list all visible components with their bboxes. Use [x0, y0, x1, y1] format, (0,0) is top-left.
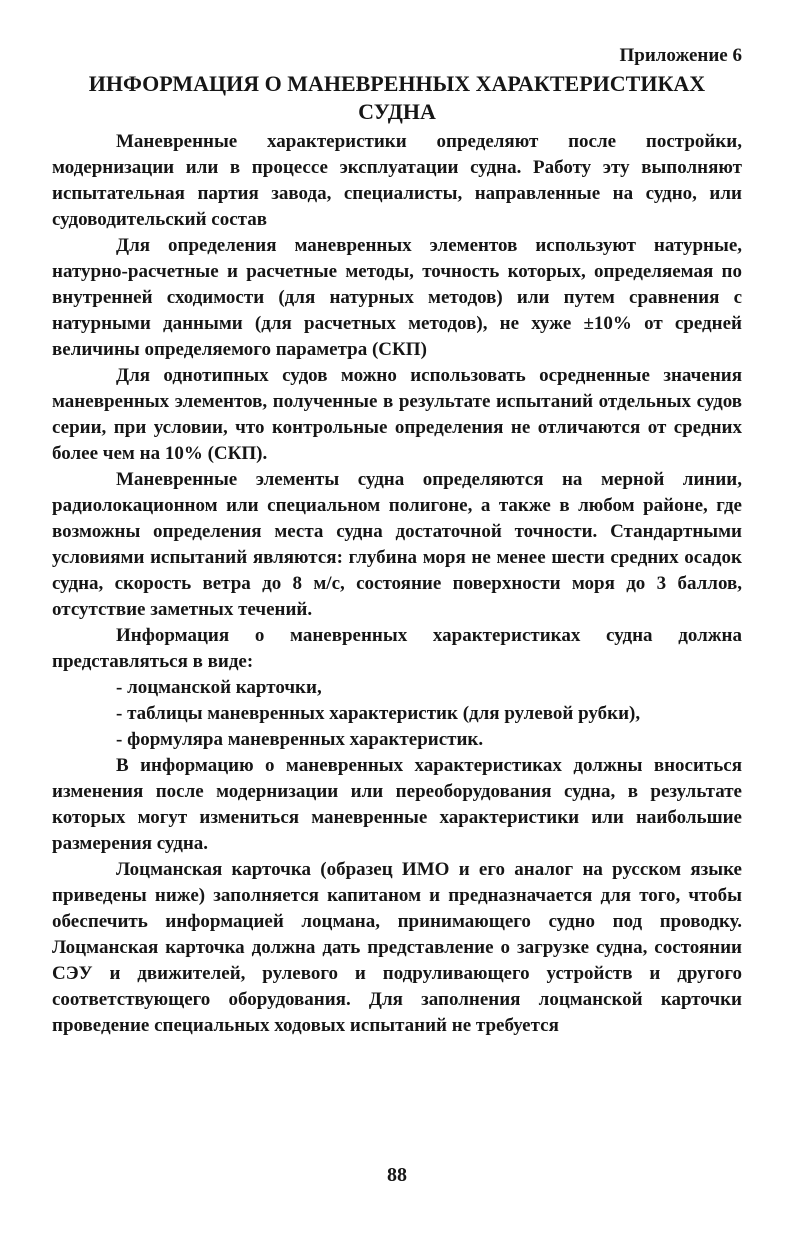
list-item: - лоцманской карточки,: [116, 677, 322, 698]
list-item: - таблицы маневренных характеристик (для рулевой рубки),: [116, 703, 641, 724]
appendix-label: Приложение 6: [619, 45, 742, 66]
paragraph: Маневренные характеристики определяют после постройки, модернизации или в процессе эксплуатации судна. Работу эту выполняют испытательная партия завода, специалисты, направленные на судно, или судоводительский состав: [52, 131, 742, 230]
info-form-list: [52, 675, 742, 753]
paragraph: Маневренные элементы судна определяются на мерной линии, радиолокационном или специальном полигоне, а также в любом районе, где возможны определения места судна достаточной точности. Стандартными условиями испытаний являются: глубина моря не менее шести средних осадок судна, скорость ветра до 8 м/с, состояние поверхности моря до 3 баллов, отсутствие заметных течений.: [52, 469, 742, 620]
document-page: [52, 42, 742, 1222]
title-line-2: СУДНА: [358, 99, 436, 124]
paragraph: В информацию о маневренных характеристиках должны вноситься изменения после модернизации или переоборудования судна, в результате которых могут измениться маневренные характеристики или наибольшие размерения судна.: [52, 755, 742, 854]
page-number: 88: [387, 1164, 407, 1186]
title-line-1: ИНФОРМАЦИЯ О МАНЕВРЕННЫХ ХАРАКТЕРИСТИКАХ: [88, 71, 706, 96]
paragraph: Для однотипных судов можно использовать осредненные значения маневренных элементов, полученные в результате испытаний отдельных судов серии, при условии, что контрольные определения не отличаются от средних более чем на 10% (СКП).: [52, 365, 742, 464]
page-title: [52, 70, 742, 126]
list-item: - формуляра маневренных характеристик.: [116, 729, 484, 750]
paragraph: Лоцманская карточка (образец ИМО и его аналог на русском языке приведены ниже) заполняется капитаном и предназначается для того, чтобы обеспечить информацией лоцмана, принимающего судно под проводку. Лоцманская карточка должна дать представление о загрузке судна, состоянии СЭУ и движителей, рулевого и подруливающего устройств и другого соответствующего оборудования. Для заполнения лоцманской карточки проведение специальных ходовых испытаний не требуется: [52, 859, 742, 1036]
paragraph: Для определения маневренных элементов используют натурные, натурно-расчетные и расчетные методы, точность которых, определяемая по внутренней сходимости (для натурных методов) или путем сравнения с натурными данными (для расчетных методов), не хуже ±10% от средней величины определяемого параметра (СКП): [52, 235, 742, 360]
body-text: [52, 129, 742, 1039]
paragraph: Информация о маневренных характеристиках судна должна представляться в виде:: [52, 625, 742, 672]
